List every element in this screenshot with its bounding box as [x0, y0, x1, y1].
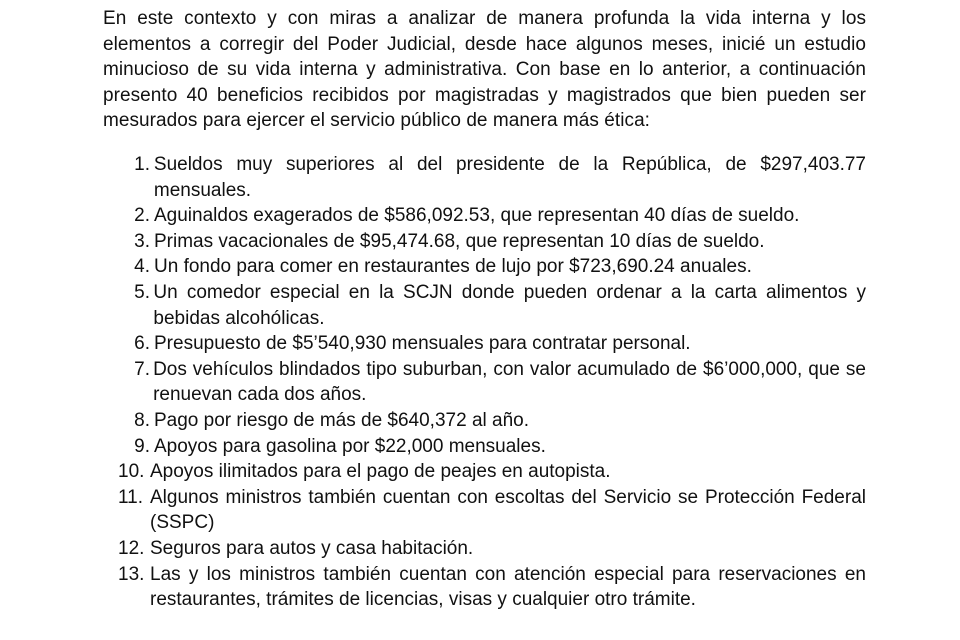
list-item-text: Sueldos muy superiores al del presidente de la República, de $297,403.77 mensuales.: [153, 154, 866, 201]
list-item-text: Un comedor especial en la SCJN donde pueden ordenar a la carta alimentos y bebidas alcohólicas.: [153, 281, 866, 329]
list-item-text: Un fondo para comer en restaurantes de lujo por $723,690.24 anuales.: [154, 256, 752, 278]
list-item-number: 11.: [118, 486, 144, 508]
list-item: [103, 254, 866, 280]
list-item-number: 9.: [134, 435, 150, 457]
list-item-number: 5.: [134, 281, 150, 303]
list-item-text: Apoyos ilimitados para el pago de peajes en autopista.: [150, 461, 611, 483]
list-item-text: Seguros para autos y casa habitación.: [150, 537, 474, 559]
list-item: [103, 357, 866, 408]
list-item-text: Pago por riesgo de más de $640,372 al año.: [154, 409, 529, 431]
list-item-number: 12.: [118, 537, 145, 559]
list-item: [103, 229, 866, 255]
list-item: [103, 331, 866, 357]
list-item-number: 8.: [134, 409, 150, 431]
list-item-text: Primas vacacionales de $95,474.68, que representan 10 días de sueldo.: [154, 230, 765, 252]
list-item-number: 2.: [134, 205, 150, 227]
benefits-list: [103, 152, 866, 613]
intro-paragraph: En este contexto y con miras a analizar de manera profunda la vida interna y los elementos a corregir del Poder Judicial, desde hace algunos meses, inicié un estudio minucioso de su vida interna y administrativa. Con base en lo anterior, a continuación presento 40 beneficios recibidos por magistradas y magistrados que bien pueden ser mesurados para ejercer el servicio público de manera más ética:: [103, 8, 866, 132]
list-item-number: 13.: [118, 563, 145, 585]
list-item-number: 3.: [134, 230, 150, 252]
list-item-number: 4.: [134, 256, 150, 278]
list-item: [103, 152, 866, 203]
list-item-text: Apoyos para gasolina por $22,000 mensuales.: [154, 435, 546, 457]
list-item: [103, 485, 866, 536]
list-item-number: 10.: [118, 461, 145, 483]
list-item: [103, 562, 866, 613]
list-item-number: 7.: [134, 358, 150, 380]
list-item: [103, 203, 866, 229]
list-item-text: Algunos ministros también cuentan con escoltas del Servicio se Protección Federal (SSPC): [150, 486, 866, 534]
list-item: [103, 459, 866, 485]
list-item: [103, 536, 866, 562]
list-item-number: 6.: [134, 333, 150, 355]
list-item-text: Presupuesto de $5’540,930 mensuales para contratar personal.: [154, 333, 691, 355]
list-item-text: Dos vehículos blindados tipo suburban, con valor acumulado de $6’000,000, que se renuevan cada dos años.: [153, 358, 866, 406]
list-item: [103, 408, 866, 434]
list-item-number: 1.: [134, 154, 150, 175]
list-item: [103, 434, 866, 460]
list-item: [103, 280, 866, 331]
list-item-text: Aguinaldos exagerados de $586,092.53, que representan 40 días de sueldo.: [154, 205, 800, 227]
list-item-text: Las y los ministros también cuentan con atención especial para reservaciones en restaurantes, trámites de licencias, visas y cualquier otro trámite.: [150, 563, 866, 611]
